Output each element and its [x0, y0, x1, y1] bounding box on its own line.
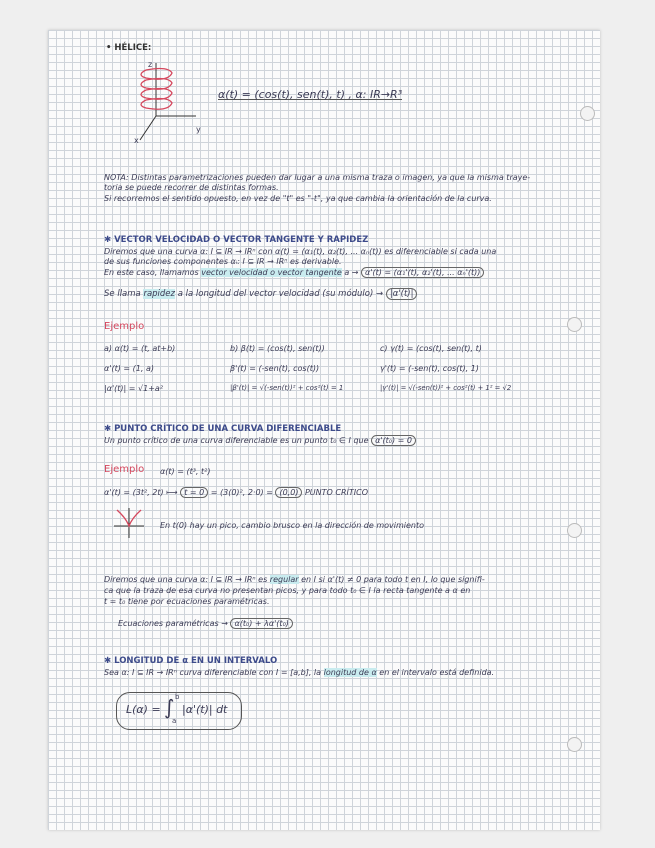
formula-lhs: L(α) =	[126, 703, 161, 716]
nota-line-1: NOTA: Distintas parametrizaciones pueden dar lugar a una misma traza o imagen, ya que la misma traye-	[104, 173, 531, 182]
longitud-definition	[104, 668, 494, 677]
rapidez-line	[104, 290, 417, 299]
velocidad-line-3	[104, 268, 484, 277]
binder-hole	[567, 523, 582, 538]
integral-sign: ∫	[164, 695, 175, 719]
binder-hole	[567, 317, 582, 332]
regular-highlight: regular	[269, 575, 299, 584]
notebook-page	[48, 30, 600, 830]
ejemplo-a-speed: |α'(t)| = √1+a²	[104, 384, 164, 393]
cusp-sketch	[112, 506, 146, 540]
longitud-heading: ✱ LONGITUD DE α EN UN INTERVALO	[104, 656, 278, 666]
origin-box: (0,0)	[275, 487, 302, 498]
rapidez-post: a la longitud del vector velocidad (su módulo) →	[177, 289, 384, 299]
critico-heading: ✱ PUNTO CRÍTICO DE UNA CURVA DIFERENCIABLE	[104, 424, 342, 434]
helice-title: • HÉLICE:	[106, 43, 152, 53]
integral-lower-limit: a	[172, 717, 177, 725]
vector-velocidad-highlight: vector velocidad o vector tangente	[201, 268, 342, 277]
binder-hole	[580, 106, 595, 121]
longitud-definition-pre: Sea α: I ⊆ IR → IRⁿ curva diferenciable con I = [a,b], la	[104, 668, 322, 677]
rapidez-pre: Se llama	[104, 289, 141, 299]
longitud-definition-post: en el intervalo está definida.	[379, 668, 495, 677]
longitud-highlight: longitud de α	[323, 668, 377, 677]
ejemplo-a-derivative: α'(t) = (1, a)	[104, 364, 154, 373]
ejemplo-2-derivative	[104, 488, 368, 497]
ejemplo-2-derivative-pre: α'(t) = (3t², 2t) ⟼	[104, 488, 178, 497]
ejemplo-2-derivative-mid: = (3(0)², 2·0) =	[210, 488, 273, 497]
nota-line-2: toria se puede recorrer de distintas formas.	[104, 183, 279, 192]
rapidez-highlight: rapidez	[143, 289, 176, 299]
rapidez-box: |α'(t)|	[386, 288, 418, 300]
velocidad-heading: ✱ VECTOR VELOCIDAD O VECTOR TANGENTE Y RAPIDEZ	[104, 235, 369, 245]
regular-line-3: t = t₀ tiene por ecuaciones paramétricas.	[104, 597, 270, 606]
velocidad-definition-box: α'(t) = (α₁'(t), α₂'(t), ... αₙ'(t))	[361, 267, 484, 278]
cusp-note: En t(0) hay un pico, cambio brusco en la dirección de movimiento	[160, 521, 425, 530]
ejemplo-b-derivative: β'(t) = (-sen(t), cos(t))	[230, 364, 320, 373]
ejemplo-b-speed: |β'(t)| = √(-sen(t))² + cos²(t) = 1	[230, 384, 344, 392]
ejemplo-c-derivative: γ'(t) = (-sen(t), cos(t), 1)	[380, 364, 479, 373]
punto-critico-label: PUNTO CRÍTICO	[304, 488, 369, 497]
ejemplo-2-title: Ejemplo	[104, 464, 145, 475]
velocidad-line-2: de sus funciones componentes αᵢ: I ⊆ IR → IRⁿ es derivable.	[104, 257, 342, 266]
binder-hole	[567, 737, 582, 752]
integral-upper-limit: b	[175, 693, 180, 701]
velocidad-line-1: Diremos que una curva α: I ⊆ IR → IRⁿ con α(t) = (α₁(t), α₂(t), ... αₙ(t)) es diferenciable si cada una	[104, 247, 497, 256]
ejemplo-a-curve: a) α(t) = (t, at+b)	[104, 344, 176, 353]
ejemplo-2-curve: α(t) = (t³, t²)	[160, 467, 211, 476]
helix-diagram	[128, 58, 218, 148]
nota-line-3: Si recorremos el sentido opuesto, en vez de "t" es "-t", ya que cambia la orientación de la curva.	[104, 194, 492, 203]
param-equations-box: α(t₀) + λα'(t₀)	[230, 618, 292, 629]
velocidad-line-3-pre: En este caso, llamamos	[104, 268, 199, 277]
axis-y-label: y	[196, 125, 201, 134]
critico-definition-text: Un punto crítico de una curva diferenciable es un punto t₀ ∈ I que	[104, 436, 369, 445]
ejemplo-c-speed: |γ'(t)| = √(-sen(t))² + cos²(t) + 1² = √2	[380, 384, 512, 392]
regular-line-1	[104, 575, 485, 584]
critico-condition-box: α'(t₀) = 0	[371, 435, 416, 446]
param-equations-pre: Ecuaciones paramétricas →	[118, 619, 228, 628]
axis-x-label: x	[134, 136, 139, 145]
regular-line-2: ca que la traza de esa curva no presentan picos, y para todo t₀ ∈ I la recta tangente a α en	[104, 586, 471, 595]
param-equations	[118, 619, 293, 628]
regular-line-1-post: en I si α'(t) ≠ 0 para todo t en I, lo que signifi-	[301, 575, 485, 584]
ejemplo-1-title: Ejemplo	[104, 321, 145, 332]
ejemplo-c-curve: c) γ(t) = (cos(t), sen(t), t)	[380, 344, 482, 353]
regular-line-1-pre: Diremos que una curva α: I ⊆ IR → IRⁿ es	[104, 575, 268, 584]
velocidad-line-3-post: a →	[344, 268, 359, 277]
helix-equation: α(t) = (cos(t), sen(t), t) , α: IR→R³	[218, 88, 403, 101]
formula-rhs: |α'(t)| dt	[182, 703, 228, 716]
ejemplo-b-curve: b) β(t) = (cos(t), sen(t))	[230, 344, 325, 353]
axis-z-label: z	[148, 60, 153, 69]
t-zero-box: t = 0	[180, 487, 208, 498]
critico-definition	[104, 436, 416, 445]
